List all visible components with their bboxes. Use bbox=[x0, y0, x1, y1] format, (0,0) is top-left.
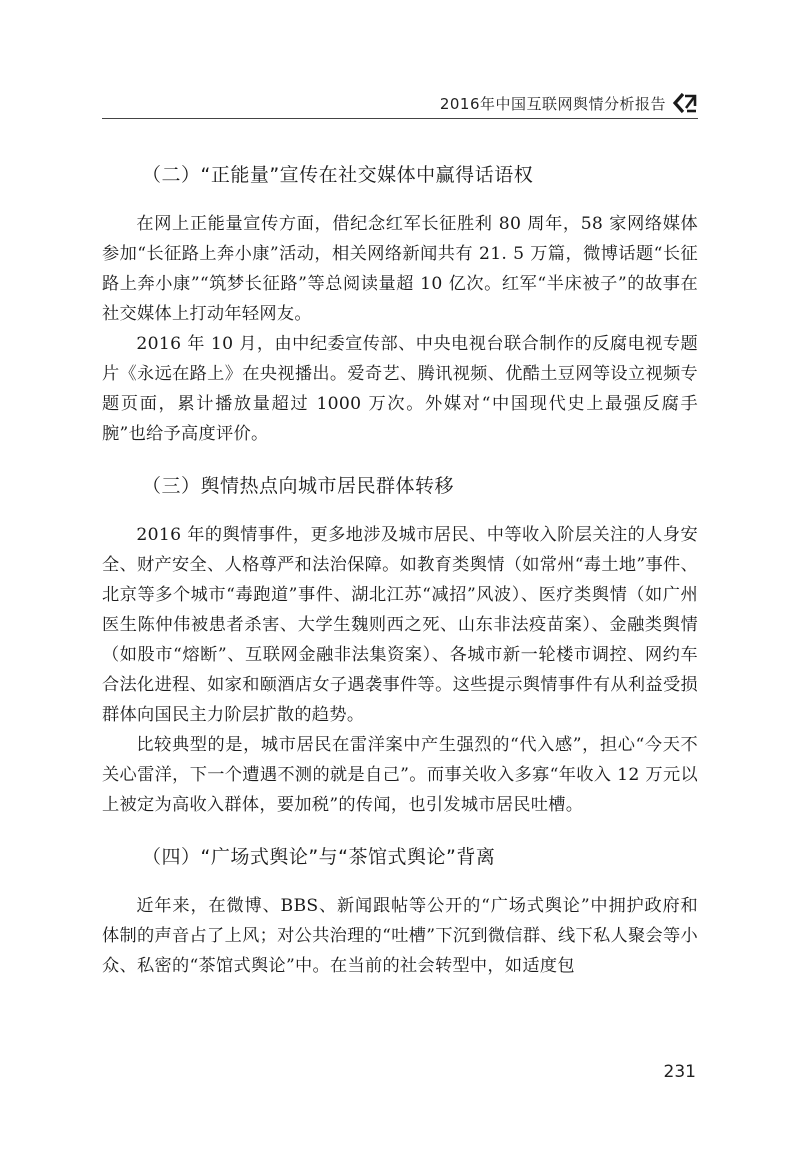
body-paragraph: 2016 年 10 月，由中纪委宣传部、中央电视台联合制作的反腐电视专题片《永远在路上》在央视播出。爱奇艺、腾讯视频、优酷土豆网等设立视频专题页面，累计播放量超过 1000 万次。外媒对“中国现代史上最强反腐手腕”也给予高度评价。 bbox=[102, 334, 698, 444]
section-heading-3: （三）舆情热点向城市居民群体转移 bbox=[142, 475, 455, 497]
body-paragraph: 2016 年的舆情事件，更多地涉及城市居民、中等收入阶层关注的人身安全、财产安全、人格尊严和法治保障。如教育类舆情（如常州“毒土地”事件、北京等多个城市“毒跑道”事件、湖北江苏“减招”风波）、医疗类舆情（如广州医生陈仲伟被患者杀害、大学生魏则西之死、山东非法疫苗案）、金融类舆情（如股市“熔断”、互联网金融非法集资案）、各城市新一轮楼市调控、网约车合法化进程、如家和颐酒店女子遇袭事件等。这些提示舆情事件有从利益受损群体向国民主力阶层扩散的趋势。 bbox=[102, 525, 698, 725]
page-body bbox=[102, 150, 698, 981]
page-number: 231 bbox=[663, 1062, 696, 1082]
body-paragraph: 在网上正能量宣传方面，借纪念红军长征胜利 80 周年，58 家网络媒体参加“长征路上奔小康”活动，相关网络新闻共有 21. 5 万篇，微博话题“长征路上奔小康”“筑梦长征路”等总阅读量超 10 亿次。红军“半床被子”的故事在社交媒体上打动年轻网友。 bbox=[102, 214, 698, 324]
running-header-title: 2016年中国互联网舆情分析报告 bbox=[439, 94, 666, 113]
header-divider bbox=[102, 118, 698, 119]
book-logo-icon bbox=[672, 92, 698, 114]
running-header bbox=[100, 92, 698, 114]
section-heading-4: （四）“广场式舆论”与“茶馆式舆论”背离 bbox=[142, 846, 496, 868]
body-paragraph: 近年来，在微博、BBS、新闻跟帖等公开的“广场式舆论”中拥护政府和体制的声音占了上风；对公共治理的“吐槽”下沉到微信群、线下私人聚会等小众、私密的“茶馆式舆论”中。在当前的社会转型中，如适度包 bbox=[102, 896, 698, 976]
section-heading-2: （二）“正能量”宣传在社交媒体中赢得话语权 bbox=[142, 164, 534, 186]
body-paragraph: 比较典型的是，城市居民在雷洋案中产生强烈的“代入感”，担心“今天不关心雷洋，下一个遭遇不测的就是自己”。而事关收入多寡“年收入 12 万元以上被定为高收入群体，要加税”的传闻，也引发城市居民吐槽。 bbox=[102, 735, 698, 815]
